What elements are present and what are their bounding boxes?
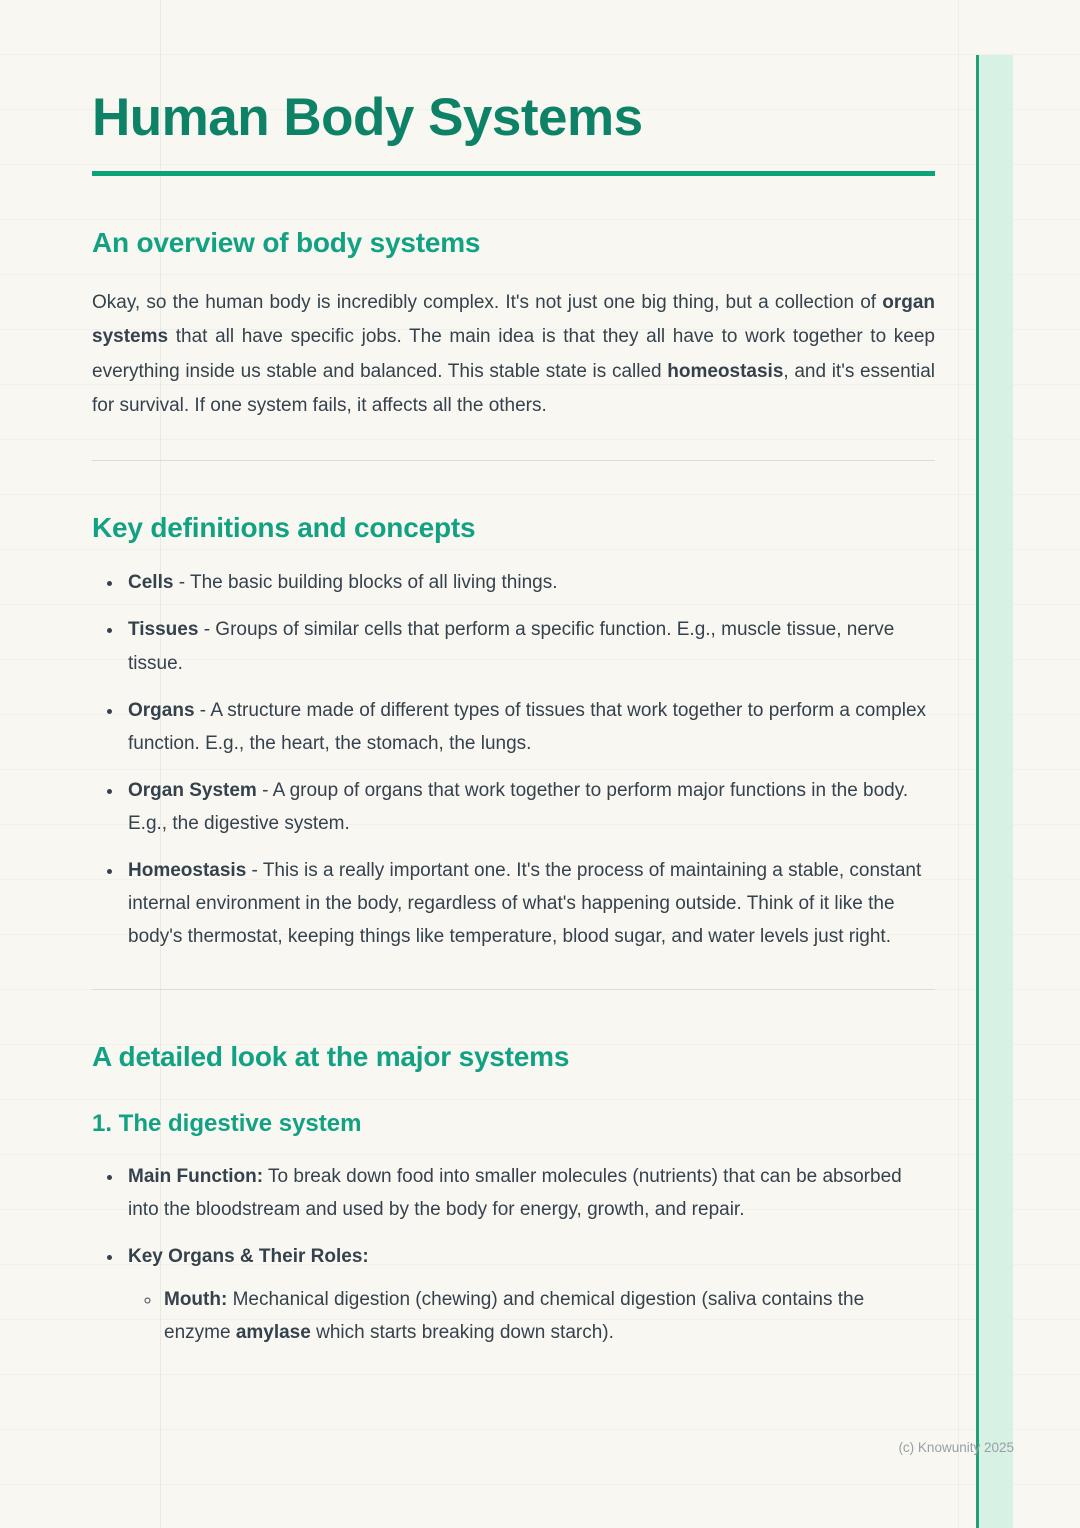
digestive-list [92, 1160, 935, 1349]
list-item-cells: • Cells - The basic building blocks of all living things. [124, 566, 935, 599]
key-organs-label: Key Organs & Their Roles: [128, 1246, 369, 1268]
section-definitions [92, 511, 935, 953]
subsection-heading-digestive: 1. The digestive system [92, 1109, 362, 1137]
list-item-organ-system: • Organ System - A group of organs that work together to perform major functions in the body. E.g., the digestive system. [124, 774, 935, 840]
list-item-key-organs [124, 1240, 935, 1349]
list-item-organs: • Organs - A structure made of different types of tissues that work together to perform a complex function. E.g., the heart, the stomach, the lungs. [124, 694, 935, 760]
section-divider [92, 460, 935, 461]
list-item-mouth: ◦ Mouth: Mechanical digestion (chewing) and chemical digestion (saliva contains the enzyme amylase which starts breaking down starch). [162, 1283, 935, 1349]
title-underline-rule [92, 171, 935, 176]
overview-paragraph: Okay, so the human body is incredibly complex. It's not just one big thing, but a collection of organ systems that all have specific jobs. The main idea is that they all have to work together to keep everything inside us stable and balanced. This stable state is called homeostasis, and it's essential for survival. If one system fails, it affects all the others. [92, 291, 935, 417]
list-item-main-function: • Main Function: To break down food into smaller molecules (nutrients) that can be absorbed into the bloodstream and used by the body for energy, growth, and repair. [124, 1160, 935, 1226]
section-heading-major-systems: A detailed look at the major systems [92, 1040, 570, 1072]
definitions-list [92, 566, 935, 952]
page-title: Human Body Systems [92, 88, 643, 147]
section-heading-overview: An overview of body systems [92, 226, 481, 258]
section-major-systems [92, 1040, 935, 1350]
section-divider [92, 989, 935, 990]
key-organs-sublist [128, 1283, 935, 1349]
section-overview [92, 226, 935, 424]
footer-credit: (c) Knowunity 2025 [898, 1440, 1014, 1455]
list-item-tissues: • Tissues - Groups of similar cells that perform a specific function. E.g., muscle tissue, nerve tissue. [124, 613, 935, 679]
list-item-homeostasis: • Homeostasis - This is a really important one. It's the process of maintaining a stable, constant internal environment in the body, regardless of what's happening outside. Think of it like the body's thermostat, keeping things like temperature, blood sugar, and water levels just right. [124, 854, 935, 953]
section-heading-definitions: Key definitions and concepts [92, 511, 476, 543]
